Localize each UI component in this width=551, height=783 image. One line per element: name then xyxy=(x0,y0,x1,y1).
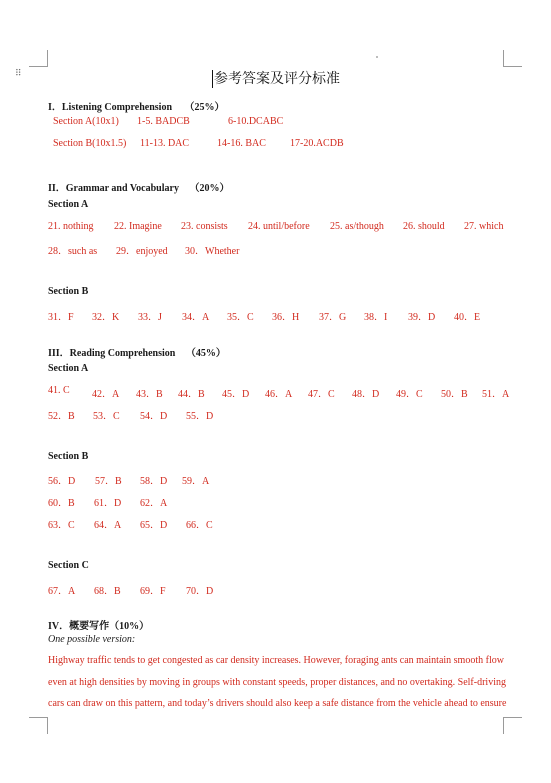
part2-score: （20%） xyxy=(189,183,230,194)
part3-section-b-label: Section B xyxy=(48,451,89,462)
version-label: One possible version: xyxy=(48,634,136,645)
answer-item: 47．C xyxy=(308,389,335,400)
answer-item: 11-13. DAC xyxy=(140,138,190,149)
part3-section-a-label: Section A xyxy=(48,363,89,374)
document-title: 参考答案及评分标准 xyxy=(214,71,340,87)
answer-item: 44．B xyxy=(178,389,205,400)
part3-heading-text: III．Reading Comprehension xyxy=(48,348,176,359)
answer-item: 28．such as xyxy=(48,246,98,257)
answer-item: 6-10.DCABC xyxy=(228,116,284,127)
part3-section-b-row2 xyxy=(48,494,508,509)
answer-item: 14-16. BAC xyxy=(217,138,266,149)
answer-item: 57．B xyxy=(95,476,122,487)
part2-heading-text: II．Grammar and Vocabulary xyxy=(48,183,179,194)
answer-item: 29．enjoyed xyxy=(116,246,168,257)
part1-section-a-row xyxy=(48,116,508,128)
answer-item: 65．D xyxy=(140,520,168,531)
part1-heading-text: I．Listening Comprehension xyxy=(48,102,173,113)
drag-handle-icon[interactable]: ⠿ xyxy=(15,68,23,78)
answer-item: 34．A xyxy=(182,312,210,323)
part1-section-b-label: Section B(10x1.5) xyxy=(53,138,127,149)
text-cursor-dot xyxy=(376,56,378,58)
answer-item: 51．A xyxy=(482,389,510,400)
part1-score: （25%） xyxy=(184,102,225,113)
answer-item: 37．G xyxy=(319,312,347,323)
answer-item: 60．B xyxy=(48,498,75,509)
answer-item: 36．H xyxy=(272,312,300,323)
part4-heading: IV．概要写作（10%） xyxy=(48,621,150,632)
summary-line: cars can draw on this pattern, and today’s drivers should also keep a safe distance from the vehicle ahead to ensure xyxy=(48,698,507,709)
answer-item: 46．A xyxy=(265,389,293,400)
part2-heading xyxy=(48,179,229,194)
part2-section-a-label: Section A xyxy=(48,199,89,210)
part3-heading xyxy=(48,344,226,359)
answer-item: 35．C xyxy=(227,312,254,323)
answer-item: 70．D xyxy=(186,586,214,597)
answer-item: 52．B xyxy=(48,411,75,422)
answer-item: 53．C xyxy=(93,411,120,422)
answer-item: 59．A xyxy=(182,476,210,487)
answer-item: 45．D xyxy=(222,389,250,400)
answer-item: 30．Whether xyxy=(185,246,240,257)
answer-item: 68．B xyxy=(94,586,121,597)
answer-item: 63．C xyxy=(48,520,75,531)
crop-mark-bottom-right xyxy=(503,717,522,734)
summary-line: Highway traffic tends to get congested as car density increases. However, foraging ants can maintain smooth flow xyxy=(48,655,504,666)
part3-section-c-label: Section C xyxy=(48,560,89,571)
answer-item: 54．D xyxy=(140,411,168,422)
answer-item: 21. nothing xyxy=(48,221,94,232)
answer-item: 31．F xyxy=(48,312,74,323)
answer-item: 24. until/before xyxy=(248,221,310,232)
answer-item: 40．E xyxy=(454,312,481,323)
answer-item: 1-5. BADCB xyxy=(137,116,190,127)
answer-item: 64．A xyxy=(94,520,122,531)
part3-section-b-row1 xyxy=(48,472,508,487)
part3-section-c-row xyxy=(48,582,508,597)
answer-item: 17-20.ACDB xyxy=(290,138,344,149)
answer-item: 50．B xyxy=(441,389,468,400)
answer-item: 56．D xyxy=(48,476,76,487)
answer-item: 61．D xyxy=(94,498,122,509)
answer-item: 39．D xyxy=(408,312,436,323)
part2-section-a-row2 xyxy=(48,242,508,257)
answer-item: 38．I xyxy=(364,312,388,323)
answer-item: 33．J xyxy=(138,312,162,323)
part2-section-a-row1 xyxy=(48,221,508,233)
crop-mark-top-left xyxy=(29,50,48,67)
part1-heading xyxy=(48,98,225,113)
answer-item: 26. should xyxy=(403,221,445,232)
part3-section-b-row3 xyxy=(48,516,508,531)
part2-section-b-label: Section B xyxy=(48,286,89,297)
part1-section-a-label: Section A(10x1) xyxy=(53,116,119,127)
answer-item: 41. C xyxy=(48,385,70,396)
answer-item: 42．A xyxy=(92,389,120,400)
summary-line: even at high densities by moving in groups with constant speeds, proper distances, and no overtaking. Self-driving xyxy=(48,677,506,688)
answer-item: 23. consists xyxy=(181,221,228,232)
answer-item: 49．C xyxy=(396,389,423,400)
answer-item: 66．C xyxy=(186,520,213,531)
answer-item: 55．D xyxy=(186,411,214,422)
part2-section-b-row xyxy=(48,308,508,323)
crop-mark-top-right xyxy=(503,50,522,67)
part1-section-b-row xyxy=(48,138,508,150)
answer-item: 43．B xyxy=(136,389,163,400)
answer-item: 67．A xyxy=(48,586,76,597)
answer-item: 22. Imagine xyxy=(114,221,162,232)
answer-item: 69．F xyxy=(140,586,166,597)
answer-item: 32．K xyxy=(92,312,120,323)
answer-item: 25. as/though xyxy=(330,221,384,232)
crop-mark-bottom-left xyxy=(29,717,48,734)
answer-item: 48．D xyxy=(352,389,380,400)
answer-item: 58．D xyxy=(140,476,168,487)
part3-score: （45%） xyxy=(185,348,226,359)
part3-section-a-row2 xyxy=(48,407,508,422)
answer-item: 62．A xyxy=(140,498,168,509)
part3-section-a-row1 xyxy=(48,385,510,400)
answer-item: 27. which xyxy=(464,221,504,232)
